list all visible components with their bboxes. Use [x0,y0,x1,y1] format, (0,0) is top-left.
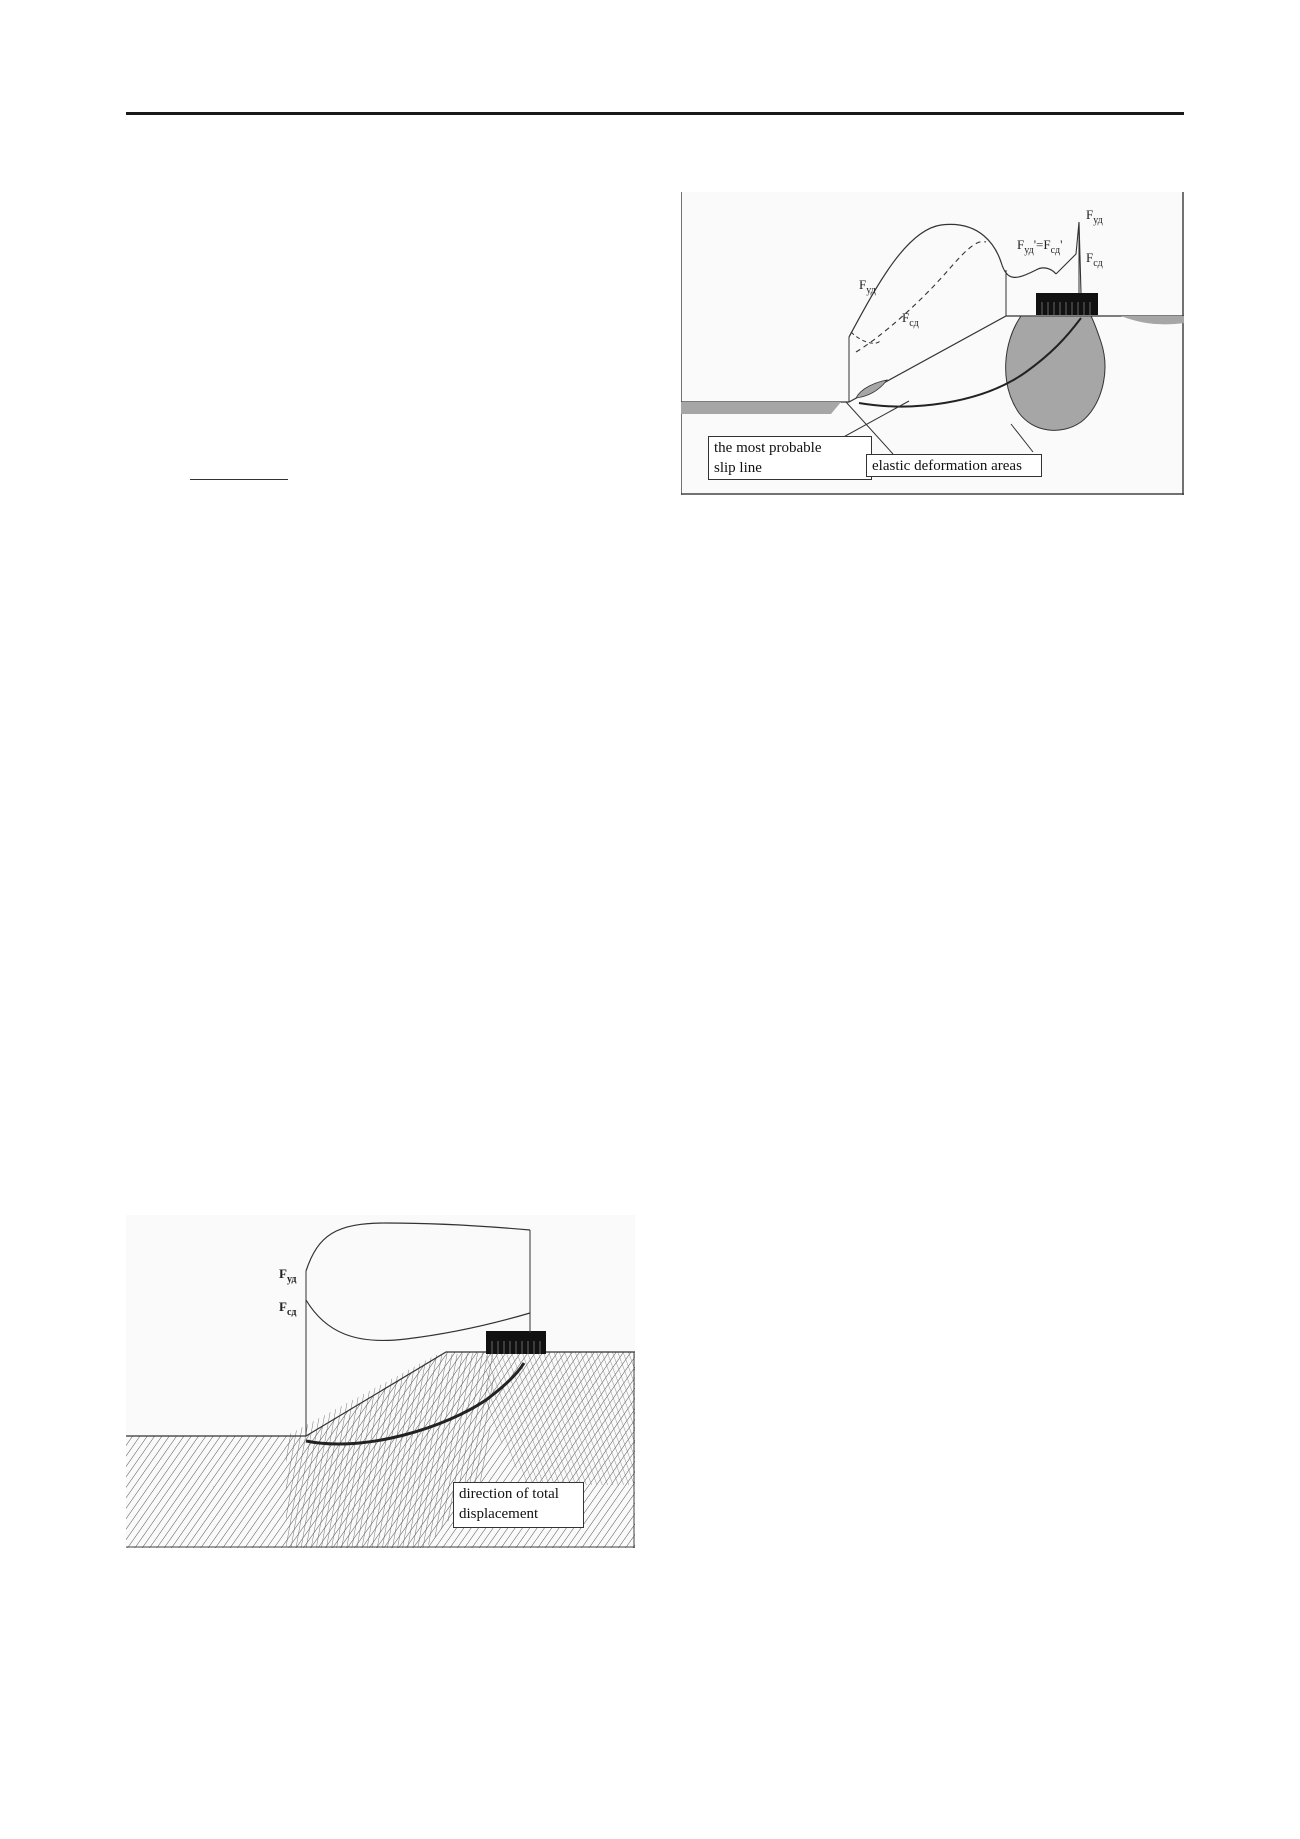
displacement-callout-line-1: direction of total [459,1486,559,1502]
lower-shaded-layer [681,402,841,414]
f-ud-curve [306,1223,530,1271]
slip-line-figure [681,192,1184,495]
displacement-callout [453,1482,584,1528]
elastic-areas-callout [866,454,1042,477]
f-ud-label: $F_{уд}$ [279,1266,297,1285]
f-ud-right-label: $F_{уд}$ [1086,207,1103,226]
f-ud-label: $F_{уд}$ [859,277,876,296]
f-sd-curve [856,242,986,352]
slip-line-callout [708,436,872,480]
f-sd-right-label: $F_{сд}$ [1086,250,1103,269]
upper-shaded-band [1121,316,1184,324]
footnote-rule [190,479,288,480]
displacement-figure [126,1215,635,1548]
f-ud-right-spike [1056,222,1081,293]
elastic-areas-callout-text: elastic deformation areas [872,458,1022,474]
slip-line-callout-line-1: the most probable [714,440,822,456]
ground-profile [681,316,1184,402]
footing-elastic-bulb [1006,316,1105,430]
f-sd-label: $F_{сд}$ [902,310,919,329]
header-rule [126,112,1184,115]
footing [1036,293,1098,315]
toe-elastic-area [856,380,887,398]
f-sd-label: $F_{сд}$ [279,1299,297,1318]
displacement-callout-line-2: displacement [459,1506,539,1522]
f-equality-label: $F_{уд}'=F_{сд}'$ [1017,237,1063,256]
slip-line-callout-line-2: slip line [714,460,762,476]
f-sd-curve-tail [851,332,881,343]
elastic-leader-right [1011,424,1033,452]
